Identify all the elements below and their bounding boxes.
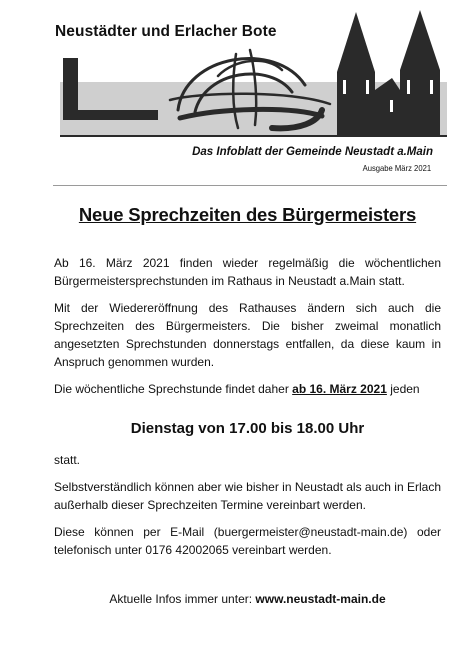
weekly-text-after: jeden — [386, 382, 420, 396]
weekly-text-before: Die wöchentliche Sprechstunde findet daher — [54, 382, 293, 396]
office-hours: Dienstag von 17.00 bis 18.00 Uhr — [130, 420, 365, 437]
paper-title: Neustädter und Erlacher Bote — [55, 23, 277, 40]
logo-bracket-shape — [63, 58, 158, 120]
paragraph-contact: Diese können per E-Mail (buergermeister@neustadt-main.de) oder telefonisch unter 0176 42002065 vereinbart werden. — [54, 525, 441, 557]
edition-label: Ausgabe März 2021 — [362, 163, 431, 173]
paragraph-reopening: Mit der Wiedereröffnung des Rathauses ändern sich auch die Sprechzeiten des Bürgermeisters. Die bisher zweimal monatlich angesetzten Sprechstunden donnerstags entfallen, da diese kaum in Anspruch genommen wurden. — [54, 301, 441, 369]
article-headline: Neue Sprechzeiten des Bürgermeisters — [78, 204, 417, 225]
paper-subtitle: Das Infoblatt der Gemeinde Neustadt a.Main — [192, 146, 433, 158]
paragraph-intro: Ab 16. März 2021 finden wieder regelmäßig die wöchentlichen Bürgermeistersprechstunden im Rathaus in Neustadt a.Main statt. — [54, 256, 441, 288]
paragraph-appointments: Selbstverständlich können aber wie bisher in Neustadt als auch in Erlach außerhalb dieser Sprechzeiten Termine vereinbart werden. — [54, 480, 441, 512]
logo-church-towers — [337, 10, 440, 135]
paragraph-statt: statt. — [54, 453, 81, 467]
start-date: ab 16. März 2021 — [292, 382, 387, 396]
paragraph-weekly — [54, 380, 441, 398]
article — [54, 196, 441, 606]
masthead — [0, 0, 469, 190]
logo-base-line — [60, 135, 447, 137]
footer-website-link[interactable]: www.neustadt-main.de — [255, 592, 386, 606]
header-divider — [53, 185, 447, 186]
footer-prefix: Aktuelle Infos immer unter: — [109, 592, 256, 606]
logo-arch-swooshes — [170, 50, 330, 128]
footer-info — [54, 592, 441, 606]
